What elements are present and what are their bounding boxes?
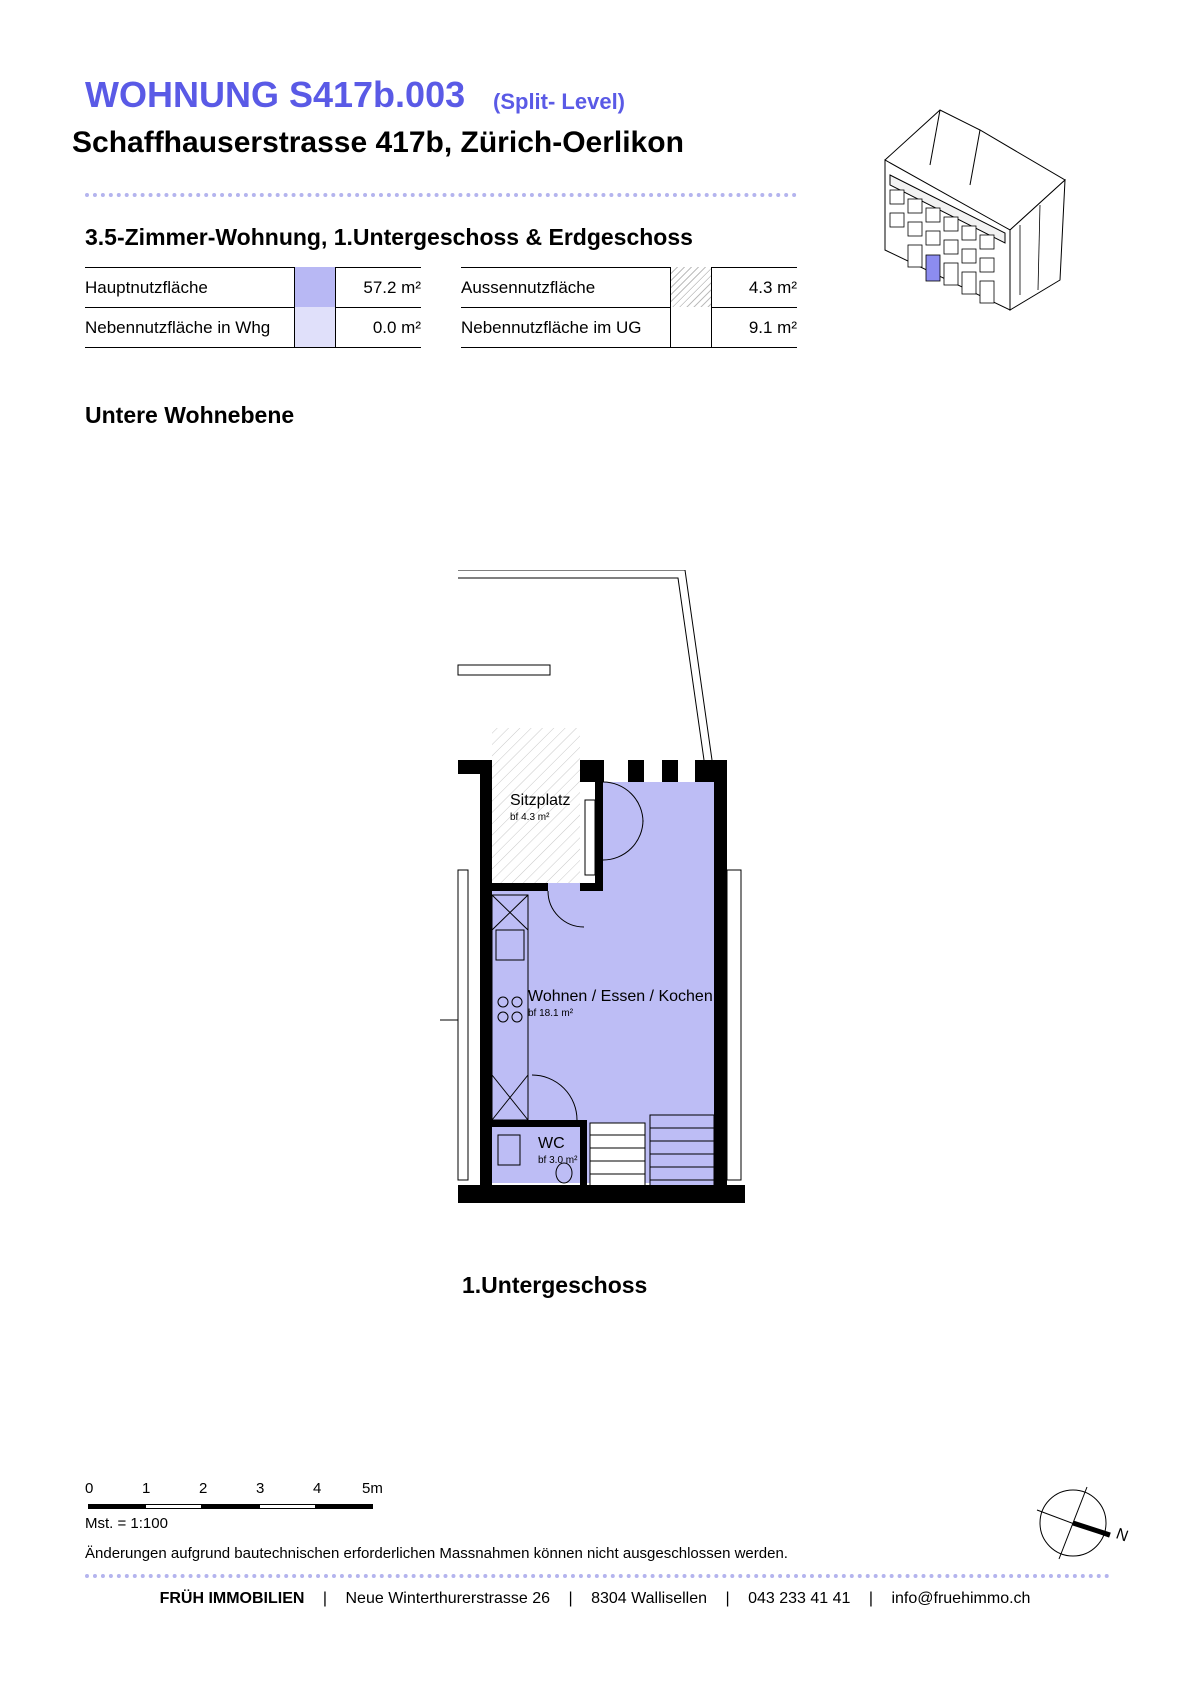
area-table	[85, 267, 797, 347]
footer-separator: |	[322, 1590, 328, 1607]
area-label: Aussennutzfläche	[461, 278, 596, 297]
area-value: 0.0 m²	[372, 318, 421, 337]
stairs	[590, 1115, 714, 1193]
unit-subtitle: (Split- Level)	[493, 89, 626, 114]
area-row-aussennutzflaeche	[461, 267, 797, 307]
disclaimer: Änderungen aufgrund bautechnischen erforderlichen Massnahmen können nicht ausgeschlossen werden.	[85, 1545, 788, 1562]
area-value: 9.1 m²	[748, 318, 797, 337]
entrance-area	[595, 782, 714, 883]
scale-tick-label: 0	[85, 1480, 94, 1497]
scale-ratio: Mst. = 1:100	[85, 1515, 168, 1532]
area-label: Nebennutzfläche in Whg	[85, 318, 271, 337]
footer-separator: |	[725, 1590, 730, 1607]
building-isometric-icon	[880, 105, 1075, 325]
footer-street: Neue Winterthurerstrasse 26	[345, 1590, 551, 1607]
scale-segment	[145, 1504, 202, 1509]
room-area-wohnen: bf 18.1 m²	[528, 1008, 574, 1019]
footer-separator: |	[568, 1590, 573, 1607]
wc-area	[492, 1125, 587, 1183]
area-row-nebennutzflaeche-ug	[461, 307, 797, 347]
scale-tick-label: 1	[142, 1480, 151, 1497]
divider-bottom	[85, 1574, 1110, 1578]
area-value: 57.2 m²	[363, 278, 421, 297]
unit-summary-heading: 3.5-Zimmer-Wohnung, 1.Untergeschoss & Erdgeschoss	[85, 224, 693, 250]
area-row-hauptnutzflaeche	[85, 267, 421, 307]
floor-name: 1.Untergeschoss	[462, 1272, 648, 1298]
room-label-wc: WC	[538, 1135, 565, 1152]
scale-tick-label: 2	[199, 1480, 208, 1497]
footer-company: FRÜH IMMOBILIEN	[159, 1590, 305, 1607]
scale-tick-label: 5m	[362, 1480, 383, 1497]
north-label: N	[1113, 1525, 1131, 1546]
area-swatch-outdoor	[670, 267, 712, 307]
room-label-sitzplatz: Sitzplatz	[510, 792, 571, 809]
scale-segment	[88, 1504, 145, 1509]
scale-segment	[259, 1504, 316, 1509]
scale-tick-label: 3	[256, 1480, 265, 1497]
scale-segment	[316, 1504, 373, 1509]
unit-title: WOHNUNG S417b.003	[85, 74, 466, 115]
area-swatch-main	[294, 267, 336, 307]
room-area-wc: bf 3.0 m²	[538, 1155, 578, 1166]
scale-bar	[85, 1480, 385, 1514]
area-label: Hauptnutzfläche	[85, 278, 208, 297]
address: Schaffhauserstrasse 417b, Zürich-Oerlikon	[72, 126, 684, 159]
room-label-wohnen: Wohnen / Essen / Kochen	[528, 988, 713, 1005]
area-swatch-secondary	[294, 307, 336, 347]
footer-email[interactable]: info@fruehimmo.ch	[891, 1590, 1031, 1607]
area-row-nebennutzflaeche-whg	[85, 307, 421, 347]
footer-phone: 043 233 41 41	[748, 1590, 851, 1607]
footer-city: 8304 Wallisellen	[591, 1590, 708, 1607]
footer	[0, 1590, 1190, 1608]
area-label: Nebennutzfläche im UG	[461, 318, 642, 337]
room-area-sitzplatz: bf 4.3 m²	[510, 812, 550, 823]
area-swatch-basement	[670, 307, 712, 347]
area-value: 4.3 m²	[748, 278, 797, 297]
scale-tick-label: 4	[313, 1480, 322, 1497]
section-title: Untere Wohnebene	[85, 402, 295, 428]
footer-separator: |	[868, 1590, 874, 1607]
floor-plan	[440, 570, 760, 1260]
north-arrow-icon	[1035, 1485, 1130, 1565]
scale-segment	[202, 1504, 259, 1509]
divider-top	[85, 193, 797, 197]
